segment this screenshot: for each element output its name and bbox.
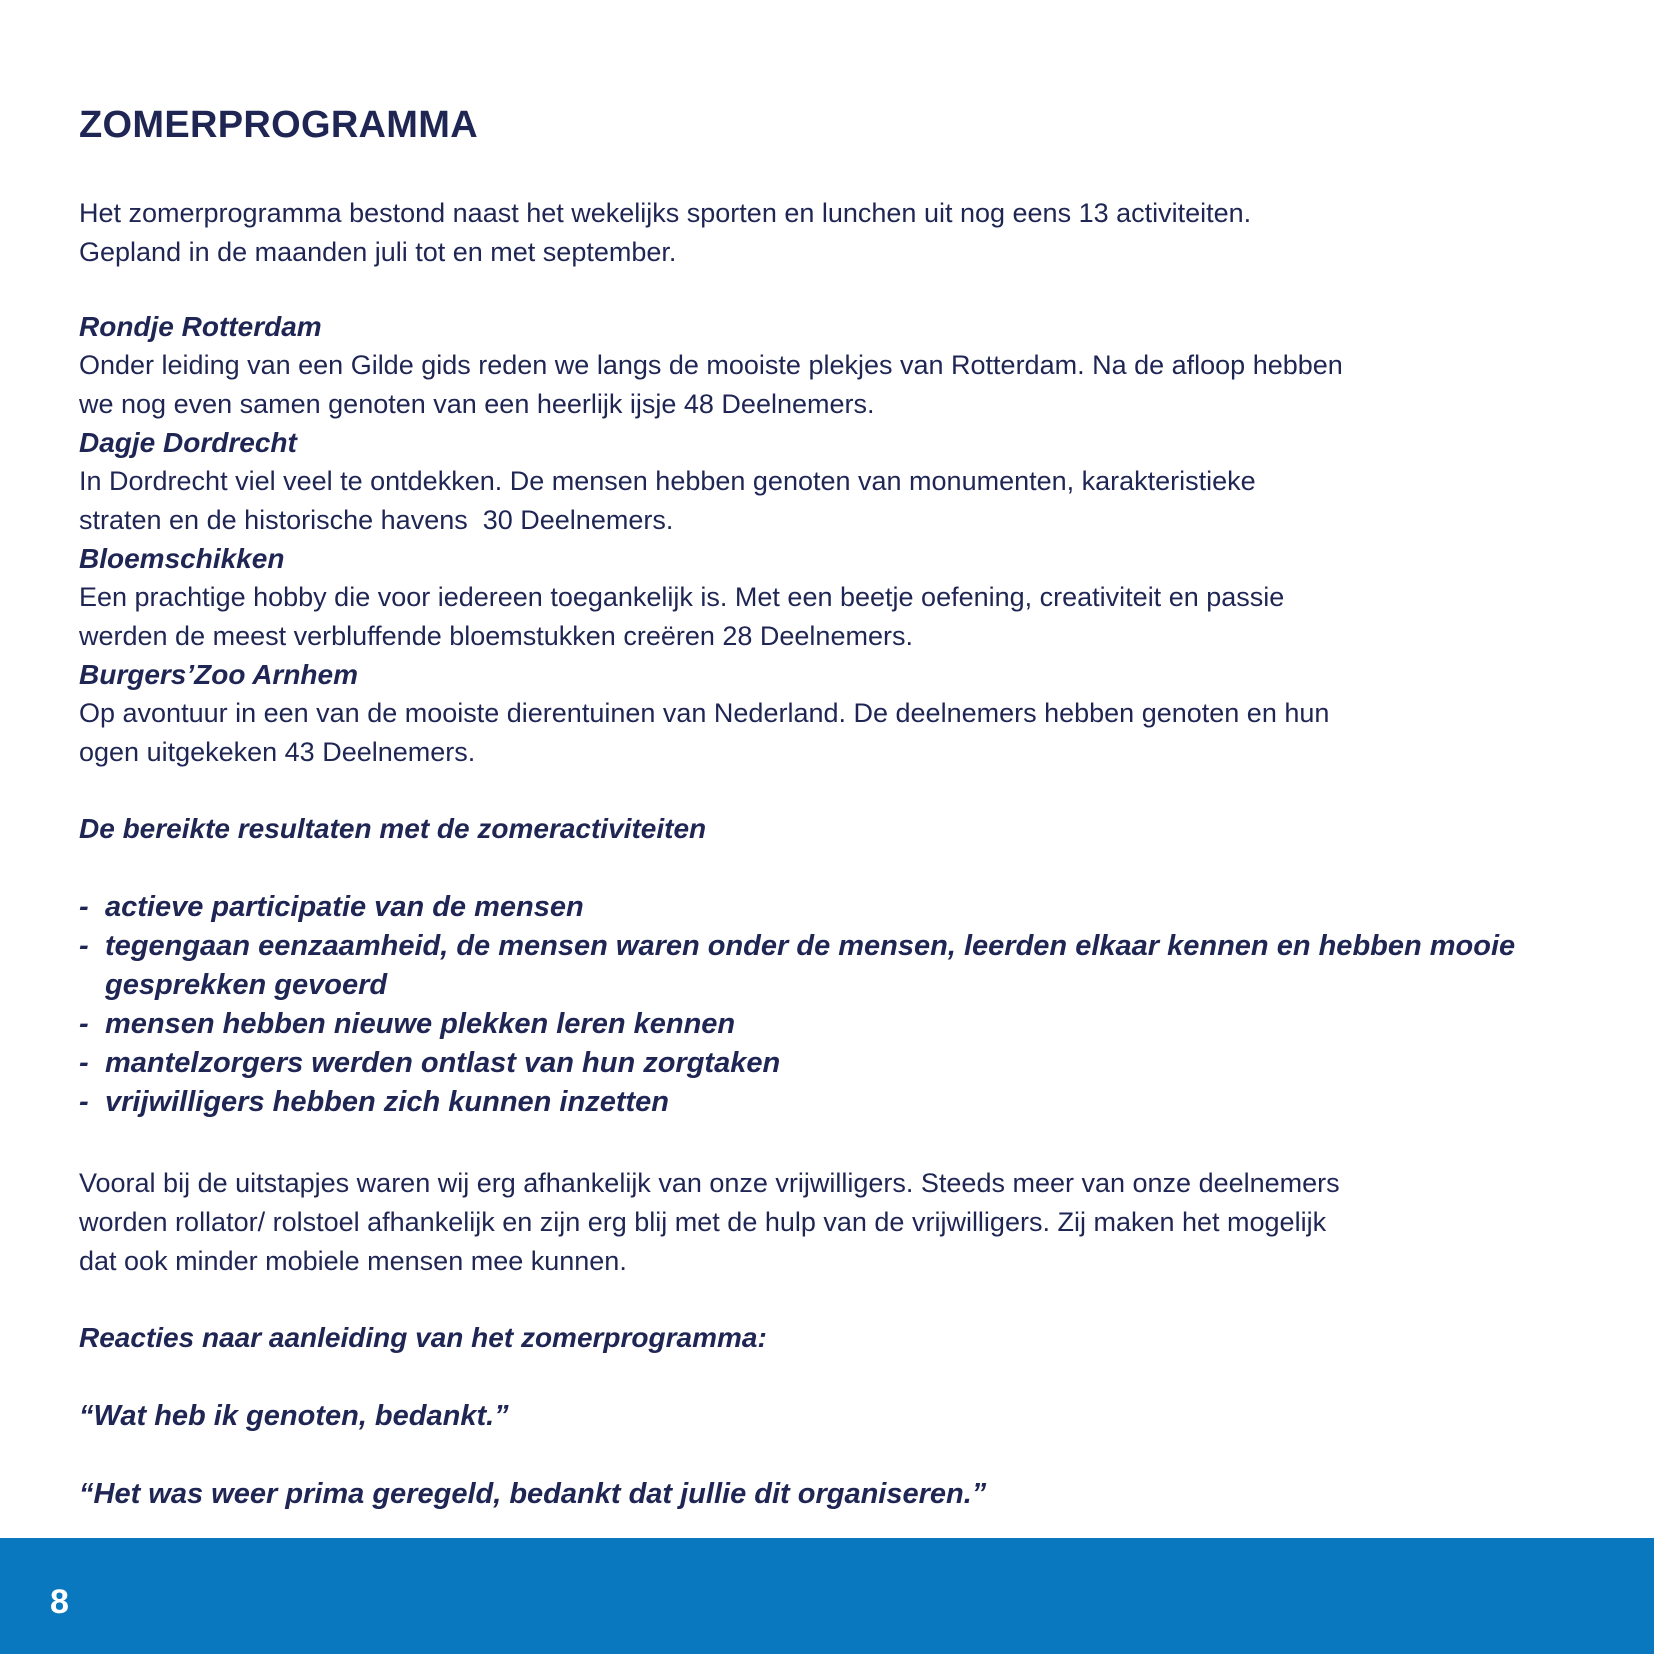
quote: “Het was weer prima geregeld, bedankt dat jullie dit organiseren.” xyxy=(79,1478,987,1510)
page-content xyxy=(79,100,1589,1513)
result-item: - vrijwilligers hebben zich kunnen inzetten xyxy=(79,1086,669,1118)
intro-line: Het zomerprogramma bestond naast het wekelijks sporten en lunchen uit nog eens 13 activiteiten. xyxy=(79,198,1252,228)
activity-item xyxy=(79,424,1589,540)
activity-item xyxy=(79,656,1589,772)
reactions-heading: Reacties naar aanleiding van het zomerprogramma: xyxy=(79,1322,767,1353)
activity-line: straten en de historische havens 30 Deelnemers. xyxy=(79,505,674,535)
volunteers-line: worden rollator/ rolstoel afhankelijk en zijn erg blij met de hulp van de vrijwilligers. Zij maken het mogelijk xyxy=(79,1207,1327,1237)
result-text: mensen hebben nieuwe plekken leren kennen xyxy=(105,1008,736,1040)
intro-line: Gepland in de maanden juli tot en met september. xyxy=(79,237,677,267)
activity-title: Dagje Dordrecht xyxy=(79,427,297,458)
footer-bar xyxy=(0,1538,1654,1654)
activity-item xyxy=(79,540,1589,656)
activity-title: Rondje Rotterdam xyxy=(79,311,322,342)
activity-title: Burgers’Zoo Arnhem xyxy=(79,659,358,690)
result-item: - mensen hebben nieuwe plekken leren kennen xyxy=(79,1008,736,1040)
quote: “Wat heb ik genoten, bedankt.” xyxy=(79,1400,509,1432)
activities-section xyxy=(79,308,1589,772)
activity-line: Op avontuur in een van de mooiste dierentuinen van Nederland. De deelnemers hebben genoten en hun xyxy=(79,698,1330,728)
activity-line: Onder leiding van een Gilde gids reden we langs de mooiste plekjes van Rotterdam. Na de afloop hebben xyxy=(79,350,1343,380)
activity-title: Bloemschikken xyxy=(79,543,285,574)
activity-description xyxy=(79,462,1589,540)
volunteers-line: dat ook minder mobiele mensen mee kunnen. xyxy=(79,1246,627,1276)
activity-item xyxy=(79,308,1589,424)
activity-line: we nog even samen genoten van een heerlijk ijsje 48 Deelnemers. xyxy=(79,389,875,419)
activity-line: ogen uitgekeken 43 Deelnemers. xyxy=(79,737,476,767)
volunteers-paragraph xyxy=(79,1164,1589,1281)
activity-line: In Dordrecht viel veel te ontdekken. De mensen hebben genoten van monumenten, karakteristieke xyxy=(79,466,1256,496)
activity-line: Een prachtige hobby die voor iedereen toegankelijk is. Met een beetje oefening, creativiteit en passie xyxy=(79,582,1285,612)
result-item: - actieve participatie van de mensen xyxy=(79,891,584,923)
results-list xyxy=(79,888,1589,1122)
activity-description xyxy=(79,578,1589,656)
activity-description xyxy=(79,346,1589,424)
activity-line: werden de meest verbluffende bloemstukken creëren 28 Deelnemers. xyxy=(79,621,913,651)
intro-paragraph xyxy=(79,194,1589,272)
result-text: tegengaan eenzaamheid, de mensen waren onder de mensen, leerden elkaar kennen en hebben mooie gesprekken gevoerd xyxy=(105,930,1516,1001)
page-title: ZOMERPROGRAMMA xyxy=(79,104,478,146)
page-number: 8 xyxy=(50,1583,69,1621)
result-item: - tegengaan eenzaamheid, de mensen waren onder de mensen, leerden elkaar kennen en hebben mooie gesprekken gevoerd xyxy=(79,930,1516,1001)
result-item: - mantelzorgers werden ontlast van hun zorgtaken xyxy=(79,1047,781,1079)
volunteers-line: Vooral bij de uitstapjes waren wij erg afhankelijk van onze vrijwilligers. Steeds meer van onze deelnemers xyxy=(79,1168,1340,1198)
result-text: actieve participatie van de mensen xyxy=(105,891,584,923)
results-heading: De bereikte resultaten met de zomeractiviteiten xyxy=(79,813,707,844)
result-text: mantelzorgers werden ontlast van hun zorgtaken xyxy=(105,1047,781,1079)
activity-description xyxy=(79,694,1589,772)
result-text: vrijwilligers hebben zich kunnen inzetten xyxy=(105,1086,669,1118)
